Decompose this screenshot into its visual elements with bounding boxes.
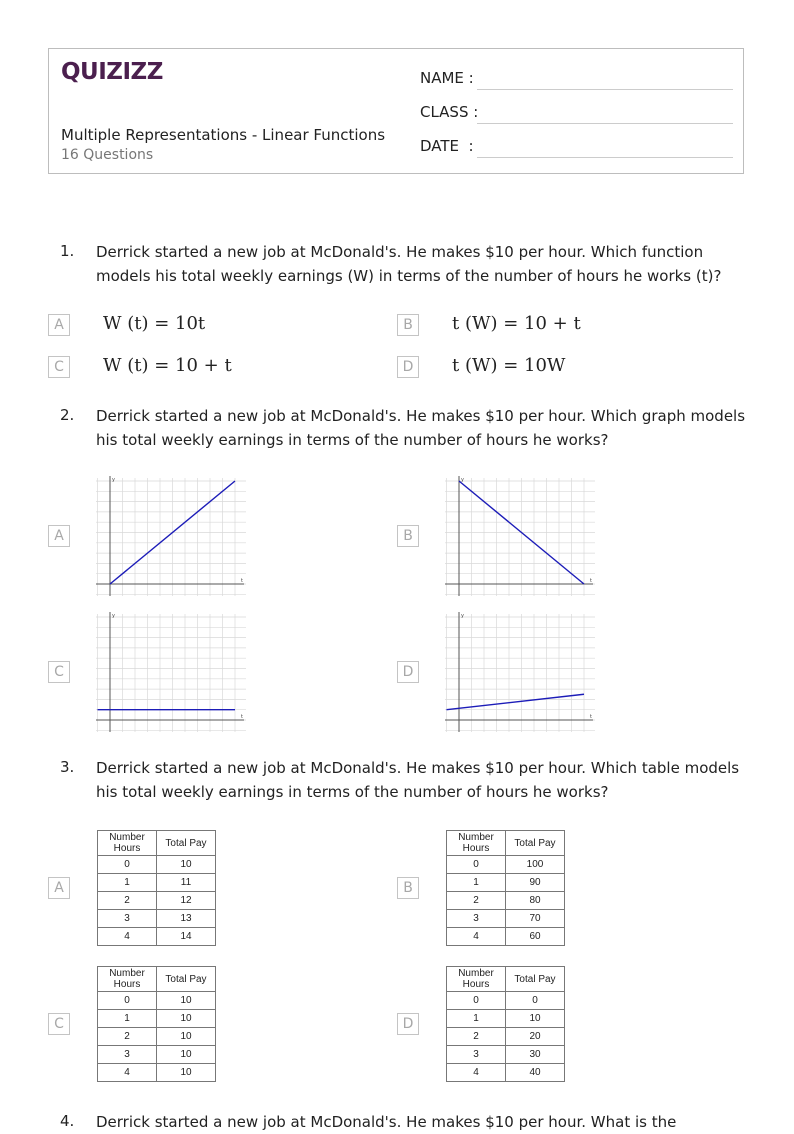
question-count: 16 Questions xyxy=(61,147,154,163)
q1-option-c-formula: W (t) = 10 + t xyxy=(103,355,232,376)
table-cell: 0 xyxy=(98,856,157,874)
question-4-number: 4. xyxy=(60,1112,75,1130)
name-label: NAME : xyxy=(420,69,474,87)
q1-option-d-formula: t (W) = 10W xyxy=(452,355,566,376)
y-axis-label: y xyxy=(112,613,115,619)
table-row xyxy=(447,874,565,892)
q3-option-d-box[interactable]: D xyxy=(397,1013,419,1035)
q2-option-a-graph xyxy=(96,474,246,596)
table-cell: 100 xyxy=(506,856,565,874)
y-axis-label: y xyxy=(461,477,464,483)
table-cell: 80 xyxy=(506,892,565,910)
table-cell: 4 xyxy=(98,1064,157,1082)
q2-option-c-graph xyxy=(96,610,246,732)
table-cell: 40 xyxy=(506,1064,565,1082)
table-cell: 12 xyxy=(157,892,216,910)
table-row xyxy=(447,910,565,928)
table-cell: 60 xyxy=(506,928,565,946)
quizizz-logo: QUIZIZZ xyxy=(61,59,163,85)
table-cell: 0 xyxy=(447,856,506,874)
q1-option-b-formula: t (W) = 10 + t xyxy=(452,313,581,334)
q1-option-d-box[interactable]: D xyxy=(397,356,419,378)
table-row xyxy=(447,1064,565,1082)
y-axis-label: y xyxy=(112,477,115,483)
x-axis-label: t xyxy=(590,714,592,720)
q2-option-a-box[interactable]: A xyxy=(48,525,70,547)
class-label: CLASS : xyxy=(420,103,479,121)
q3-option-d-table xyxy=(446,966,565,1082)
table-cell: 1 xyxy=(447,1010,506,1028)
question-3-number: 3. xyxy=(60,758,75,776)
table-row xyxy=(98,892,216,910)
table-row xyxy=(98,910,216,928)
table-cell: 10 xyxy=(157,992,216,1010)
table-header-cell: Number Hours xyxy=(98,967,157,992)
table-header-cell: Number Hours xyxy=(447,967,506,992)
table-cell: 10 xyxy=(157,1010,216,1028)
table-cell: 11 xyxy=(157,874,216,892)
table-row xyxy=(447,992,565,1010)
table-row xyxy=(447,1010,565,1028)
table-cell: 90 xyxy=(506,874,565,892)
class-line[interactable] xyxy=(477,123,733,124)
table-cell: 10 xyxy=(157,1028,216,1046)
table-cell: 30 xyxy=(506,1046,565,1064)
table-row xyxy=(98,992,216,1010)
table-cell: 0 xyxy=(506,992,565,1010)
table-cell: 3 xyxy=(98,910,157,928)
question-1-text: Derrick started a new job at McDonald's. He makes $10 per hour. Which function models his total weekly earnings (W) in terms of the number of hours he works (t)? xyxy=(96,243,722,285)
q2-option-c-box[interactable]: C xyxy=(48,661,70,683)
table-cell: 2 xyxy=(98,892,157,910)
table-cell: 3 xyxy=(98,1046,157,1064)
table-row xyxy=(98,874,216,892)
table-cell: 3 xyxy=(447,910,506,928)
table-header-cell: Total Pay xyxy=(157,831,216,856)
q3-option-c-table xyxy=(97,966,216,1082)
table-row xyxy=(98,856,216,874)
table-cell: 2 xyxy=(447,1028,506,1046)
q1-option-a-formula: W (t) = 10t xyxy=(103,313,206,334)
question-4-text: Derrick started a new job at McDonald's. He makes $10 per hour. What is the xyxy=(96,1113,677,1131)
table-header-cell: Number Hours xyxy=(98,831,157,856)
table-header-cell: Number Hours xyxy=(447,831,506,856)
table-row xyxy=(98,928,216,946)
question-3-text: Derrick started a new job at McDonald's. He makes $10 per hour. Which table models his total weekly earnings in terms of the number of hours he works? xyxy=(96,759,740,801)
x-axis-label: t xyxy=(241,578,243,584)
table-cell: 10 xyxy=(157,856,216,874)
table-cell: 4 xyxy=(447,1064,506,1082)
table-cell: 1 xyxy=(447,874,506,892)
table-header-row xyxy=(98,967,216,992)
table-row xyxy=(98,1046,216,1064)
question-2-text: Derrick started a new job at McDonald's. He makes $10 per hour. Which graph models his total weekly earnings in terms of the number of hours he works? xyxy=(96,407,746,449)
table-header-row xyxy=(98,831,216,856)
table-cell: 13 xyxy=(157,910,216,928)
table-cell: 0 xyxy=(447,992,506,1010)
q2-option-d-box[interactable]: D xyxy=(397,661,419,683)
table-cell: 10 xyxy=(157,1046,216,1064)
q3-option-b-box[interactable]: B xyxy=(397,877,419,899)
worksheet-title: Multiple Representations - Linear Functions xyxy=(61,126,386,144)
q2-option-b-graph xyxy=(445,474,595,596)
table-cell: 0 xyxy=(98,992,157,1010)
q1-option-b-box[interactable]: B xyxy=(397,314,419,336)
name-line[interactable] xyxy=(477,89,733,90)
table-row xyxy=(98,1064,216,1082)
table-cell: 4 xyxy=(447,928,506,946)
x-axis-label: t xyxy=(590,578,592,584)
table-header-row xyxy=(447,831,565,856)
table-cell: 10 xyxy=(157,1064,216,1082)
table-row xyxy=(447,856,565,874)
q2-option-d-graph xyxy=(445,610,595,732)
table-header-cell: Total Pay xyxy=(506,831,565,856)
y-axis-label: y xyxy=(461,613,464,619)
x-axis-label: t xyxy=(241,714,243,720)
worksheet-header xyxy=(48,48,744,174)
q3-option-c-box[interactable]: C xyxy=(48,1013,70,1035)
q3-option-b-table xyxy=(446,830,565,946)
table-cell: 14 xyxy=(157,928,216,946)
table-header-cell: Total Pay xyxy=(157,967,216,992)
date-line[interactable] xyxy=(477,157,733,158)
q1-option-a-box[interactable]: A xyxy=(48,314,70,336)
table-row xyxy=(98,1010,216,1028)
q2-option-b-box[interactable]: B xyxy=(397,525,419,547)
table-cell: 70 xyxy=(506,910,565,928)
q3-option-a-box[interactable]: A xyxy=(48,877,70,899)
table-cell: 2 xyxy=(98,1028,157,1046)
table-cell: 1 xyxy=(98,1010,157,1028)
q1-option-c-box[interactable]: C xyxy=(48,356,70,378)
question-1-number: 1. xyxy=(60,242,75,260)
table-cell: 10 xyxy=(506,1010,565,1028)
table-row xyxy=(98,1028,216,1046)
table-cell: 20 xyxy=(506,1028,565,1046)
q3-option-a-table xyxy=(97,830,216,946)
table-row xyxy=(447,892,565,910)
table-cell: 2 xyxy=(447,892,506,910)
table-header-cell: Total Pay xyxy=(506,967,565,992)
table-cell: 4 xyxy=(98,928,157,946)
table-header-row xyxy=(447,967,565,992)
graph-line xyxy=(447,694,585,709)
table-row xyxy=(447,1046,565,1064)
table-row xyxy=(447,928,565,946)
question-2-number: 2. xyxy=(60,406,75,424)
date-label: DATE : xyxy=(420,137,474,155)
table-cell: 3 xyxy=(447,1046,506,1064)
table-cell: 1 xyxy=(98,874,157,892)
table-row xyxy=(447,1028,565,1046)
